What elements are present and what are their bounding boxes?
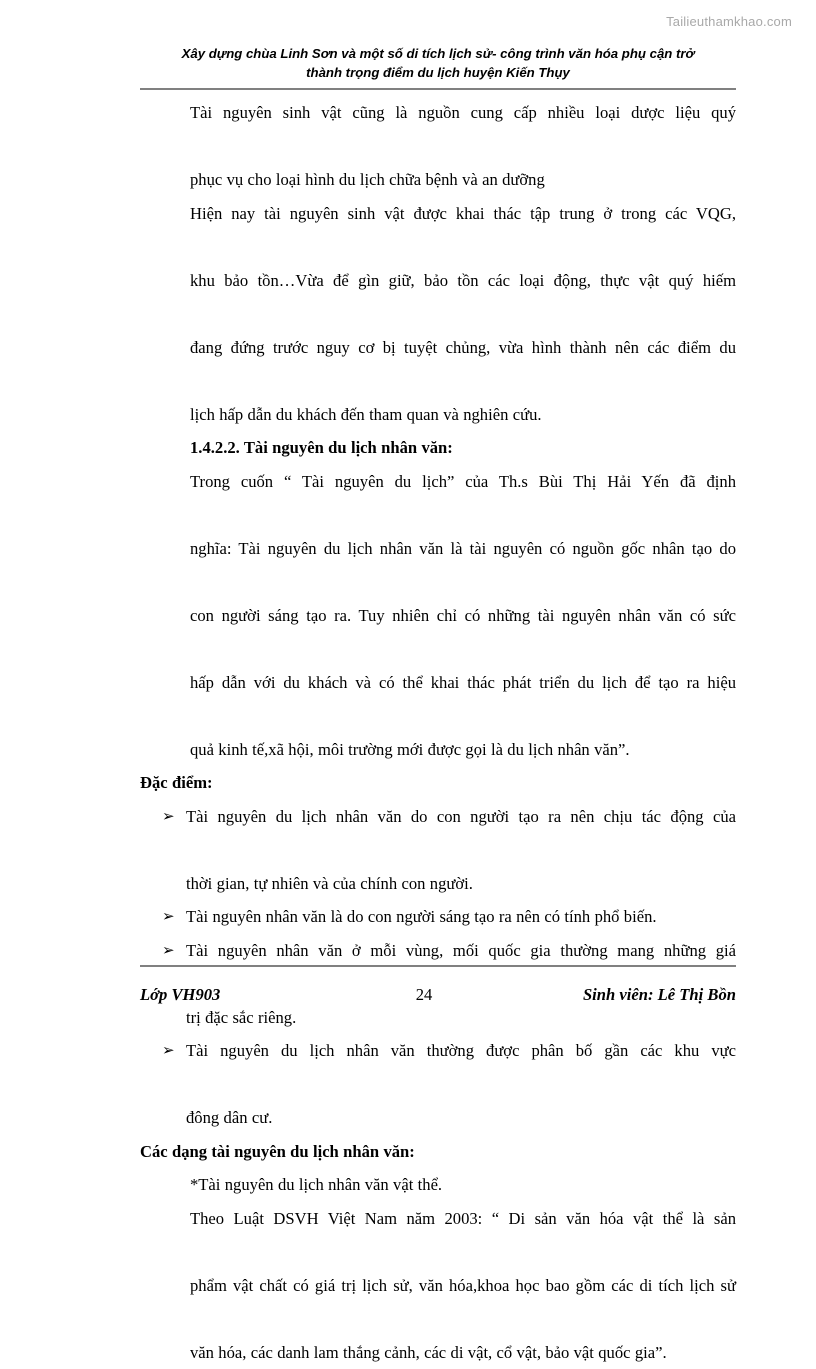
bullet-item-1-line-1: Tài nguyên du lịch nhân văn do con người tạo ra nên chịu tác động của [186,800,736,867]
paragraph-1-line-1: Tài nguyên sinh vật cũng là nguồn cung cấp nhiều loại dược liệu quý [140,96,736,163]
paragraph-2 [140,197,736,432]
paragraph-3 [140,465,736,767]
paragraph-3-line-3: con người sáng tạo ra. Tuy nhiên chỉ có những tài nguyên nhân văn có sức [140,599,736,666]
bullet-item-1 [140,800,736,901]
paragraph-2-line-2: khu bảo tồn…Vừa để gìn giữ, bảo tồn các loại động, thực vật quý hiếm [140,264,736,331]
bullet-item-1-line-2: thời gian, tự nhiên và của chính con người. [186,867,736,901]
paragraph-3-line-2: nghĩa: Tài nguyên du lịch nhân văn là tài nguyên có nguồn gốc nhân tạo do [140,532,736,599]
paragraph-2-line-3: đang đứng trước nguy cơ bị tuyệt chủng, vừa hình thành nên các điểm du [140,331,736,398]
bullet-item-2 [140,900,736,934]
paragraph-5 [140,1202,736,1369]
paragraph-3-line-1: Trong cuốn “ Tài nguyên du lịch” của Th.s Bùi Thị Hải Yến đã định [140,465,736,532]
footer-class-label: Lớp VH903 [140,985,220,1005]
paragraph-5-line-3: văn hóa, các danh lam thắng cảnh, các di vật, cổ vật, bảo vật quốc gia”. [140,1336,736,1369]
footer-divider-rule [140,965,736,967]
bullet-item-4-line-1: Tài nguyên du lịch nhân văn thường được phân bố gần các khu vực [186,1034,736,1101]
bullet-item-3-line-1: Tài nguyên nhân văn ở mỗi vùng, mối quốc gia thường mang những giá [186,934,736,1001]
paragraph-3-line-4: hấp dẫn với du khách và có thể khai thác phát triển du lịch để tạo ra hiệu [140,666,736,733]
characteristics-bullet-list [140,800,736,1135]
section-heading-1-4-2-2: 1.4.2.2. Tài nguyên du lịch nhân văn: [140,431,736,465]
watermark-text: Tailieuthamkhao.com [666,14,792,29]
paragraph-1-line-2: phục vụ cho loại hình du lịch chữa bệnh và an dưỡng [140,163,736,197]
page-footer [140,985,736,1009]
bullet-item-4-line-2: đông dân cư. [186,1101,736,1135]
running-header-line-2: thành trọng điểm du lịch huyện Kiến Thụy [140,63,736,82]
arrowhead-bullet-icon: ➢ [162,900,175,934]
subheading-cac-dang-tai-nguyen: Các dạng tài nguyên du lịch nhân văn: [140,1135,736,1169]
paragraph-5-line-1: Theo Luật DSVH Việt Nam năm 2003: “ Di sản văn hóa vật thể là sản [140,1202,736,1269]
footer-student-label: Sinh viên: Lê Thị Bồn [583,985,736,1005]
paragraph-5-line-2: phẩm vật chất có giá trị lịch sử, văn hóa,khoa học bao gồm các di tích lịch sử [140,1269,736,1336]
arrowhead-bullet-icon: ➢ [162,1034,175,1068]
subheading-dac-diem: Đặc điểm: [140,766,736,800]
bullet-item-4 [140,1034,736,1135]
paragraph-2-line-1: Hiện nay tài nguyên sinh vật được khai thác tập trung ở trong các VQG, [140,197,736,264]
header-divider-rule [140,88,736,90]
bullet-item-3-line-2: trị đặc sắc riêng. [186,1001,736,1035]
bullet-item-3 [140,934,736,1035]
paragraph-1 [140,96,736,197]
arrowhead-bullet-icon: ➢ [162,934,175,968]
paragraph-2-line-4: lịch hấp dẫn du khách đến tham quan và nghiên cứu. [140,398,736,432]
document-body [140,96,736,1369]
paragraph-4: *Tài nguyên du lịch nhân văn vật thể. [140,1168,736,1202]
running-header-line-1: Xây dựng chùa Linh Sơn và một số di tích lịch sử- công trình văn hóa phụ cận trở [140,44,736,63]
page-number: 24 [126,985,722,1005]
bullet-item-2-line-1: Tài nguyên nhân văn là do con người sáng tạo ra nên có tính phổ biến. [186,900,736,934]
paragraph-3-line-5: quả kinh tế,xã hội, môi trường mới được gọi là du lịch nhân văn”. [140,733,736,767]
arrowhead-bullet-icon: ➢ [162,800,175,834]
running-header [140,44,736,82]
